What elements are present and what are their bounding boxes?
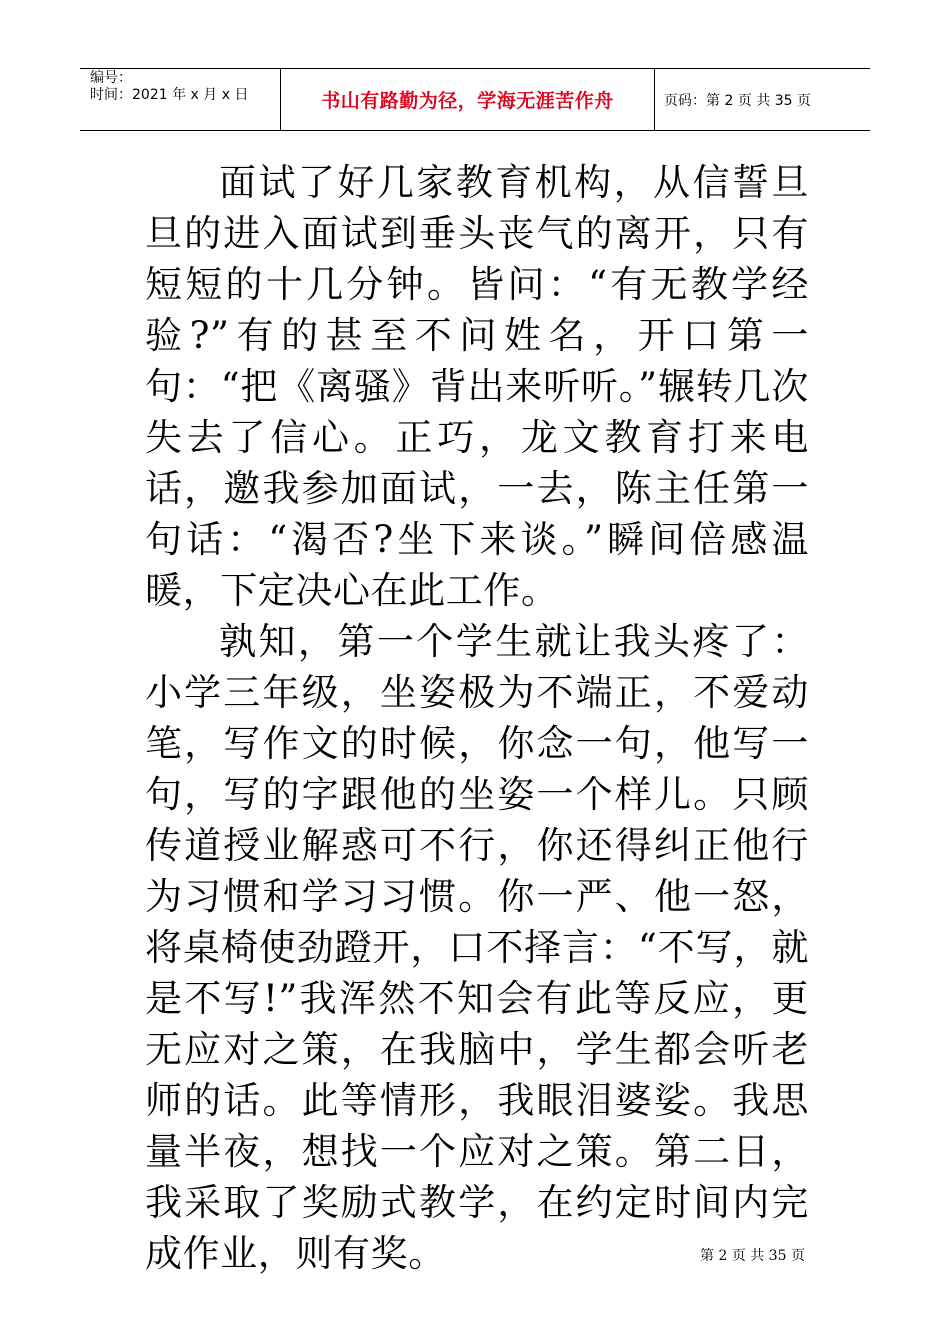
header-motto-cell bbox=[281, 69, 655, 130]
header-meta bbox=[80, 69, 281, 130]
document-number: 编号： bbox=[90, 70, 132, 86]
page-header bbox=[80, 68, 870, 131]
document-body bbox=[145, 157, 809, 1279]
document-date: 时间：2021 年 x 月 x 日 bbox=[90, 87, 249, 103]
header-page-cell bbox=[655, 69, 870, 130]
page-footer: 第 2 页 共 35 页 bbox=[700, 1248, 805, 1264]
body-paragraph: 面试了好几家教育机构，从信誓旦旦的进入面试到垂头丧气的离开，只有短短的十几分钟。皆问：“有无教学经验?”有的甚至不问姓名，开口第一句：“把《离骚》背出来听听。”辗转几次失去了信心。正巧，龙文教育打来电话，邀我参加面试，一去，陈主任第一句话：“渴否?坐下来谈。”瞬间倍感温暖，下定决心在此工作。 bbox=[145, 161, 809, 612]
header-page-number: 页码：第 2 页 共 35 页 bbox=[664, 92, 811, 109]
header-motto: 书山有路勤为径，学海无涯苦作舟 bbox=[321, 90, 614, 112]
body-paragraph: 孰知，第一个学生就让我头疼了：小学三年级，坐姿极为不端正，不爱动笔，写作文的时候，你念一句，他写一句，写的字跟他的坐姿一个样儿。只顾传道授业解惑可不行，你还得纠正他行为习惯和学习习惯。你一严、他一怒，将桌椅使劲蹬开，口不择言：“不写，就是不写!”我浑然不知会有此等反应，更无应对之策，在我脑中，学生都会听老师的话。此等情形，我眼泪婆娑。我思量半夜，想找一个应对之策。第二日，我采取了奖励式教学，在约定时间内完成作业，则有奖。 bbox=[145, 620, 809, 1275]
